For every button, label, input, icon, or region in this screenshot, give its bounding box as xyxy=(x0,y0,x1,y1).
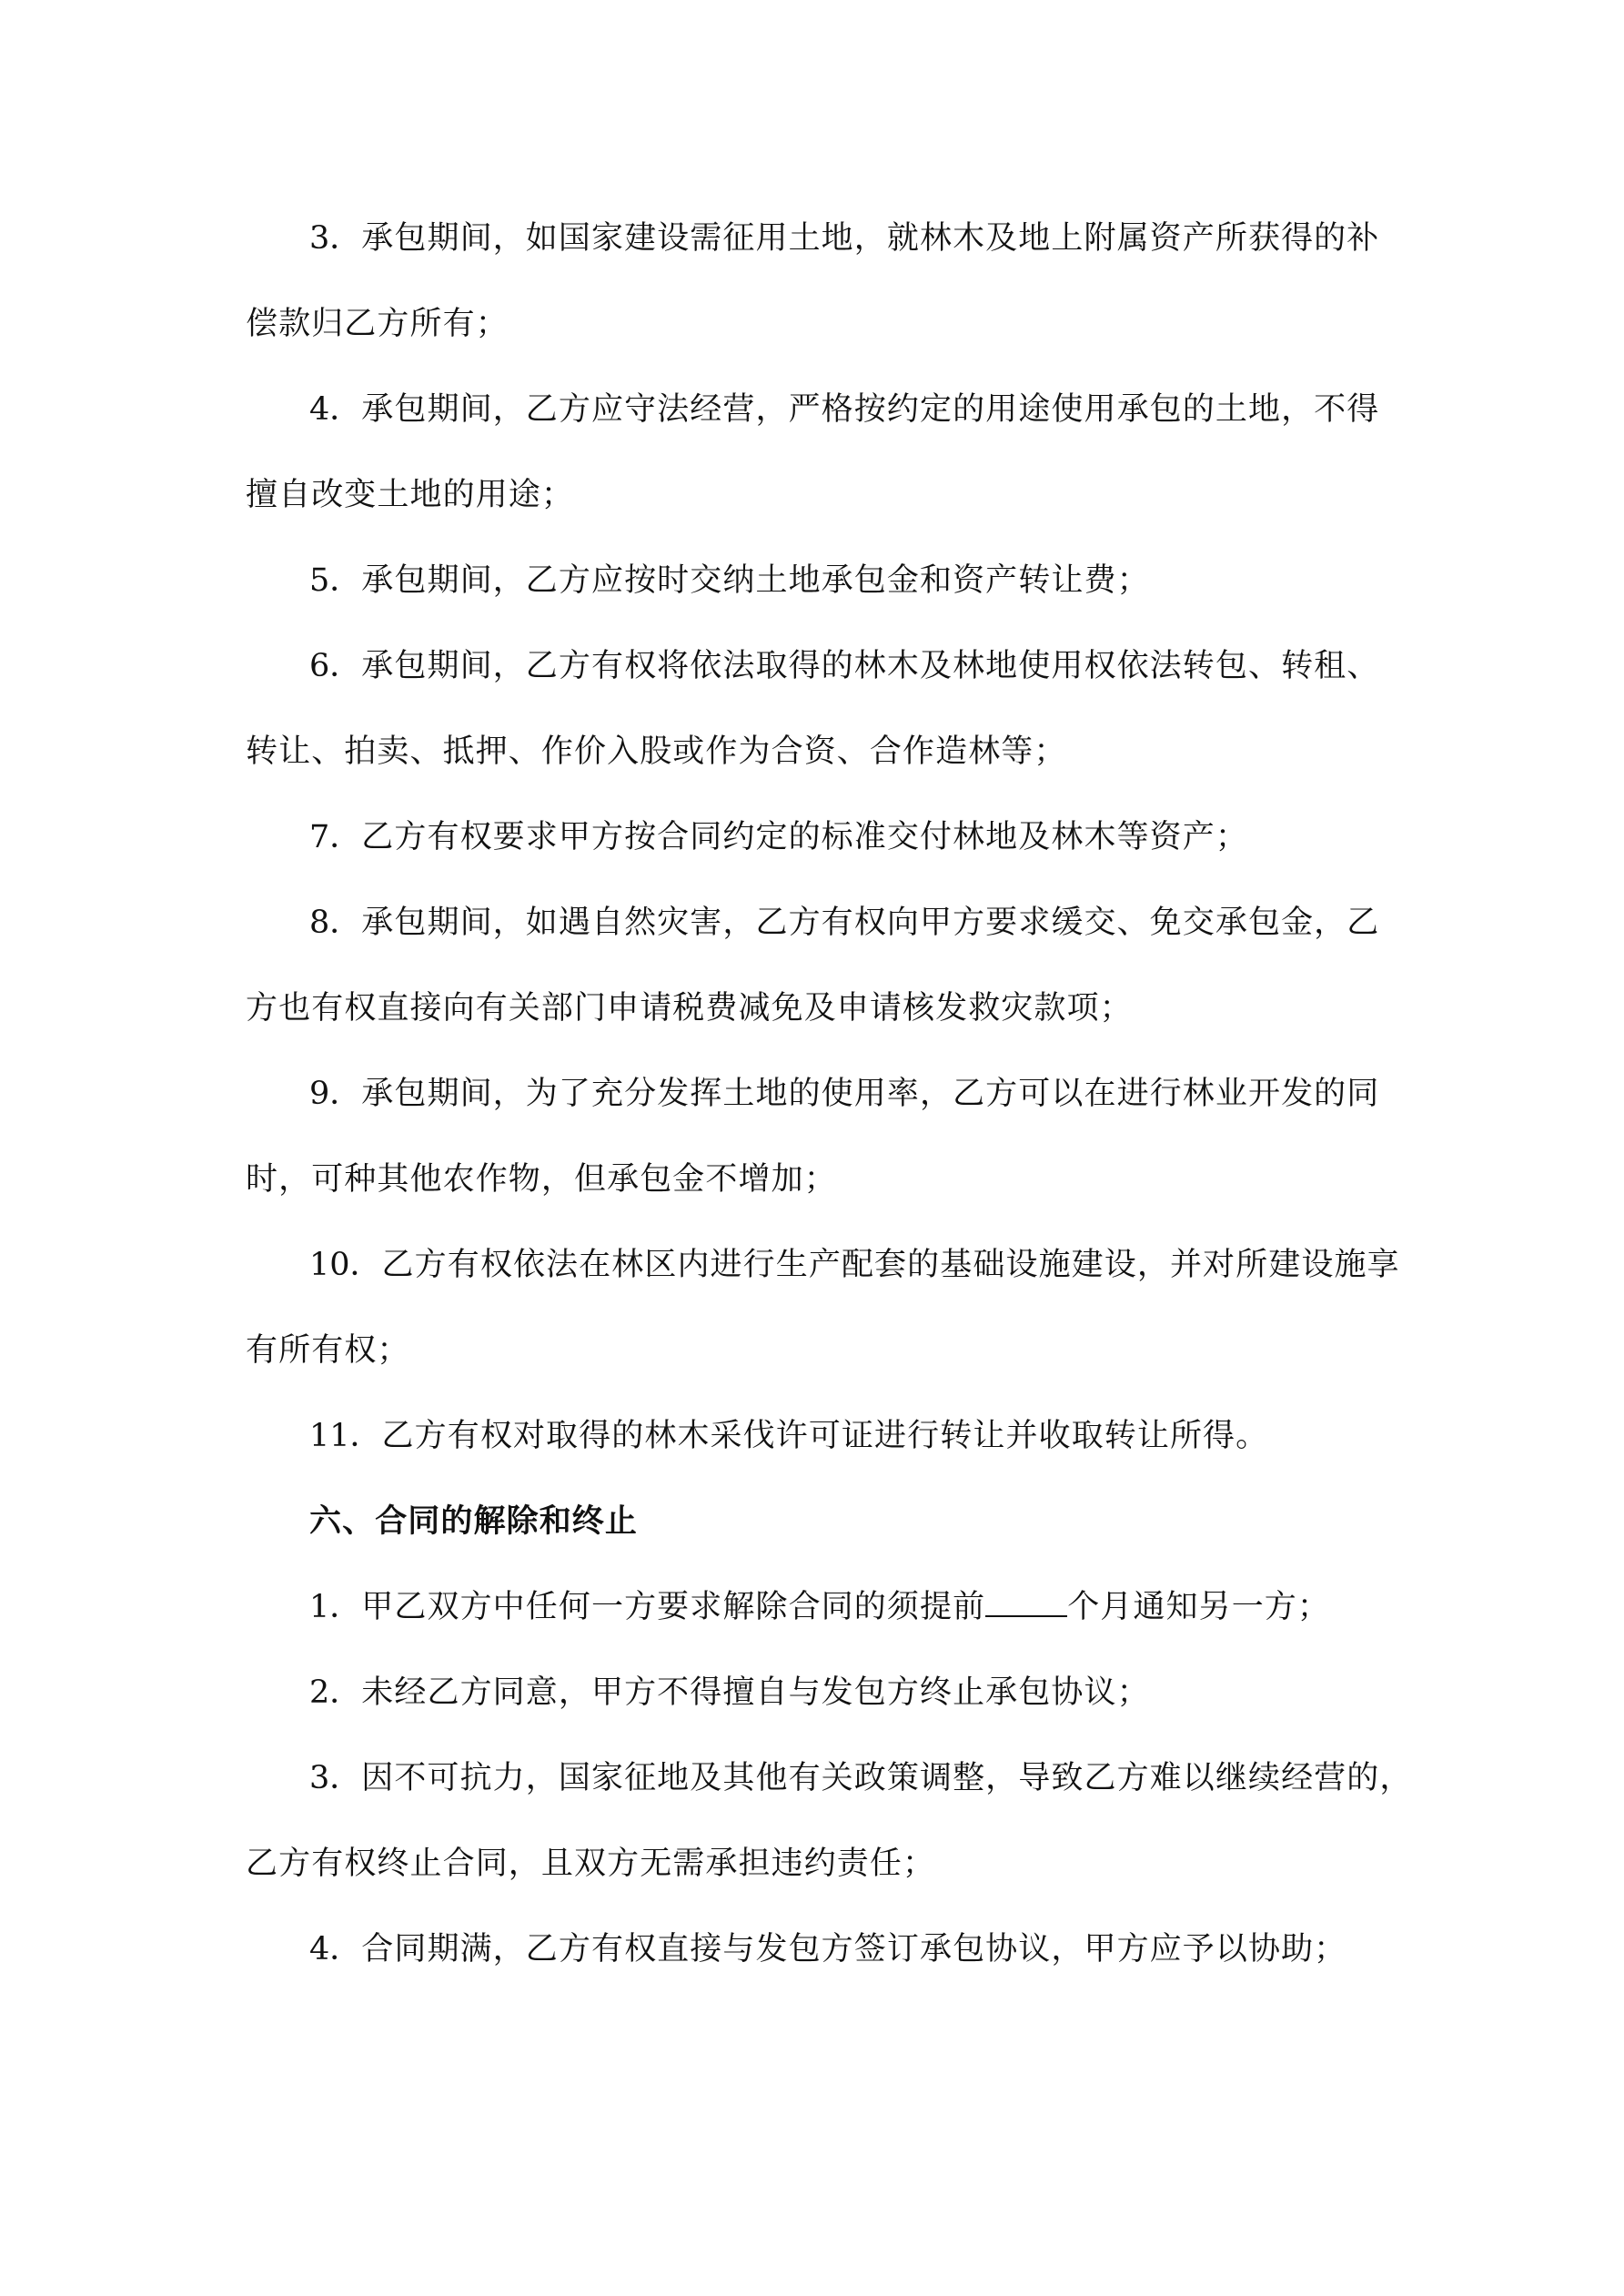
clause-number: 3． xyxy=(309,220,362,257)
clause-b4 xyxy=(309,1929,1392,1969)
clause-text: 合同期满，乙方有权直接与发包方签订承包协议，甲方应予以协助； xyxy=(361,1931,1347,1967)
clause-a11 xyxy=(309,1416,1392,1456)
clause-number: 9． xyxy=(309,1076,362,1112)
clause-number: 4． xyxy=(309,1931,362,1967)
clause-number: 6． xyxy=(309,648,362,684)
clause-a9-cont xyxy=(246,1159,1392,1199)
clause-text: 乙方有权依法在林区内进行生产配套的基础设施建设，并对所建设施享 xyxy=(381,1247,1400,1283)
clause-text: 承包期间，如遇自然灾害，乙方有权向甲方要求缓交、免交承包金，乙 xyxy=(361,905,1380,941)
clause-text: 承包期间，乙方有权将依法取得的林木及林地使用权依法转包、转租、 xyxy=(361,648,1380,684)
clause-number: 4． xyxy=(309,391,362,428)
clause-a4 xyxy=(309,389,1392,430)
clause-a5 xyxy=(309,561,1392,601)
clause-number: 11． xyxy=(309,1418,382,1454)
clause-text: 承包期间，为了充分发挥土地的使用率，乙方可以在进行林业开发的同 xyxy=(361,1076,1380,1112)
clause-number: 2． xyxy=(309,1674,362,1711)
clause-text: 擅自改变土地的用途； xyxy=(246,477,575,513)
clause-text: 承包期间，乙方应守法经营，严格按约定的用途使用承包的土地，不得 xyxy=(361,391,1380,428)
clause-text: 因不可抗力，国家征地及其他有关政策调整，导致乙方难以继续经营的， xyxy=(361,1760,1413,1796)
clause-a8 xyxy=(309,903,1392,943)
clause-text: 承包期间，乙方应按时交纳土地承包金和资产转让费； xyxy=(361,562,1150,599)
clause-text: 转让、拍卖、抵押、作价入股或作为合资、合作造林等； xyxy=(246,733,1067,770)
clause-text: 偿款归乙方所有； xyxy=(246,306,509,342)
section-title: 六、合同的解除和终止 xyxy=(309,1503,639,1540)
clause-a8-cont xyxy=(246,988,1392,1028)
clause-number: 3． xyxy=(309,1760,362,1796)
clause-b1 xyxy=(309,1587,1392,1627)
clause-a6-cont xyxy=(246,732,1392,772)
clause-text: 有所有权； xyxy=(246,1332,410,1369)
clause-number: 8． xyxy=(309,905,362,941)
clause-text-end: 个月通知另一方； xyxy=(1067,1589,1330,1625)
clause-text: 承包期间，如国家建设需征用土地，就林木及地上附属资产所获得的补 xyxy=(361,220,1380,257)
clause-b3 xyxy=(309,1758,1413,1798)
clause-a6 xyxy=(309,646,1392,686)
section-heading xyxy=(309,1502,1392,1542)
clause-number: 5． xyxy=(309,562,362,599)
fill-in-blank xyxy=(985,1588,1067,1617)
clause-a4-cont xyxy=(246,475,1392,515)
clause-a7 xyxy=(309,817,1392,857)
clause-text: 甲乙双方中任何一方要求解除合同的须提前 xyxy=(361,1589,986,1625)
clause-a9 xyxy=(309,1074,1392,1114)
clause-b2 xyxy=(309,1673,1392,1713)
clause-text: 乙方有权终止合同，且双方无需承担违约责任； xyxy=(246,1846,936,1882)
clause-text: 方也有权直接向有关部门申请税费减免及申请核发救灾款项； xyxy=(246,990,1133,1027)
clause-a10 xyxy=(309,1245,1400,1285)
clause-text: 乙方有权要求甲方按合同约定的标准交付林地及林木等资产； xyxy=(361,819,1248,855)
clause-a10-cont xyxy=(246,1330,1392,1371)
clause-text: 未经乙方同意，甲方不得擅自与发包方终止承包协议； xyxy=(361,1674,1150,1711)
clause-number: 10． xyxy=(309,1247,382,1283)
clause-a3 xyxy=(309,218,1392,258)
clause-text: 乙方有权对取得的林木采伐许可证进行转让并收取转让所得。 xyxy=(381,1418,1269,1454)
clause-number: 1． xyxy=(309,1589,362,1625)
clause-a3-cont xyxy=(246,304,1392,344)
clause-b3-cont xyxy=(246,1844,1392,1884)
clause-text: 时，可种其他农作物，但承包金不增加； xyxy=(246,1161,837,1198)
clause-number: 7． xyxy=(309,819,362,855)
